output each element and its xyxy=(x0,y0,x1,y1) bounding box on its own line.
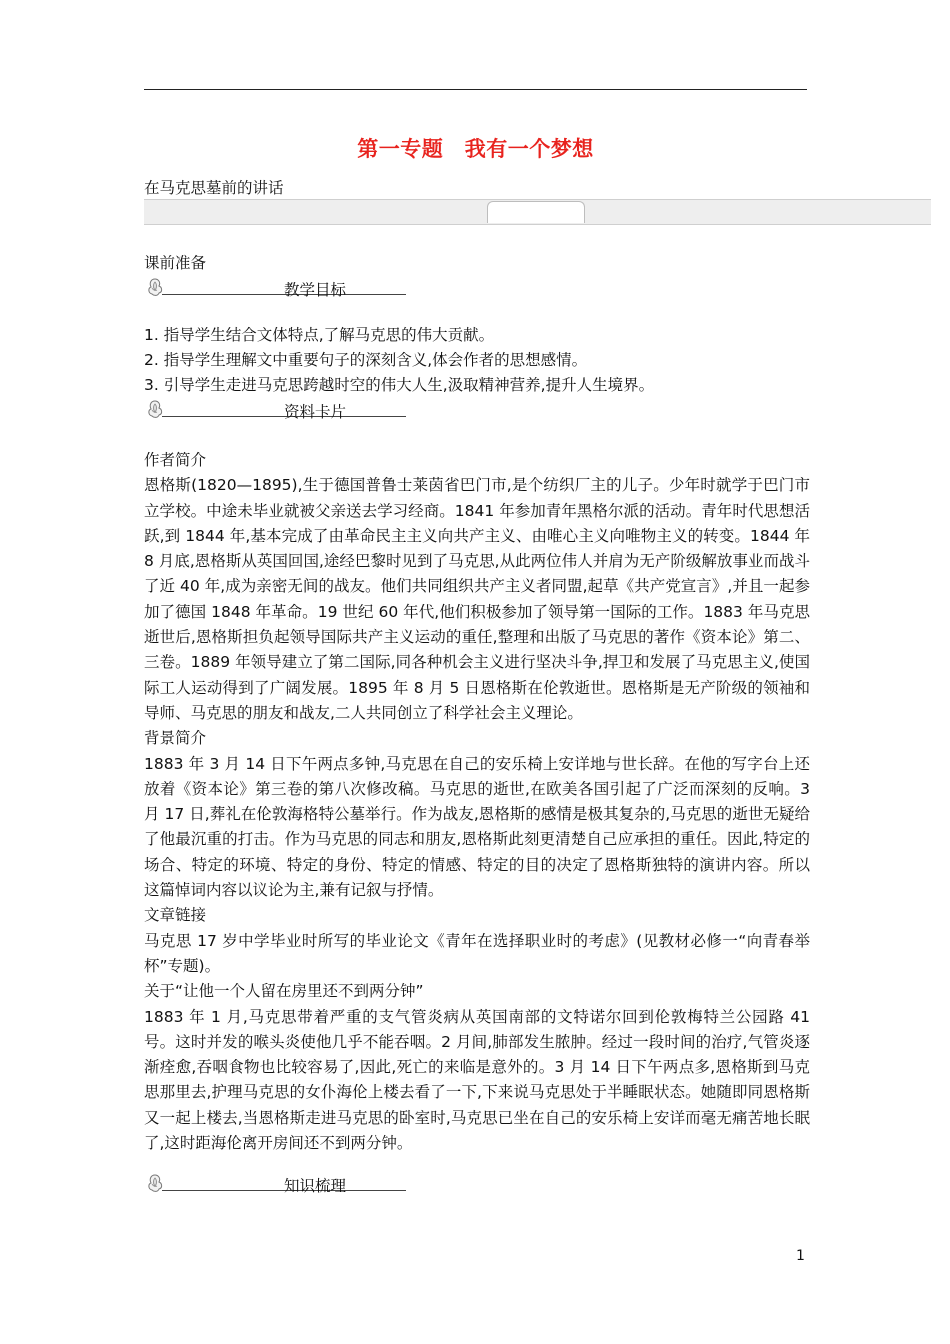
materials-body xyxy=(144,448,810,1156)
about-heading: 关于“让他一个人留在房里还不到两分钟” xyxy=(144,982,424,1001)
article-link-heading: 文章链接 xyxy=(144,906,207,925)
label-goals xyxy=(144,276,544,302)
section-heading: 课前准备 xyxy=(144,254,207,272)
lesson-subtitle: 在马克思墓前的讲话 xyxy=(144,179,284,197)
goals-list xyxy=(144,323,814,398)
list-item: 3. 引导学生走进马克思跨越时空的伟大人生,汲取精神营养,提升人生境界。 xyxy=(144,376,655,394)
label-knowledge-text: 知识梳理 xyxy=(284,1177,347,1195)
label-goals-text: 教学目标 xyxy=(284,281,347,299)
list-item: 2. 指导学生理解文中重要句子的深刻含义,体会作者的思想感情。 xyxy=(144,351,588,369)
author-heading: 作者简介 xyxy=(144,451,207,469)
label-knowledge xyxy=(144,1172,544,1198)
page-number: 1 xyxy=(796,1248,805,1264)
article-link-text: 马克思 17 岁中学毕业时所写的毕业论文《青年在选择职业时的考虑》(见教材必修一“向青春举杯”专题)。 xyxy=(144,931,810,975)
about-text: 1883 年 1 月,马克思带着严重的支气管炎病从英国南部的文特诺尔回到伦敦梅特兰公园路 41 号。这时并发的喉头炎使他几乎不能吞咽。2 月间,肺部发生脓肿。经过一段时间的治疗,气管炎逐渐痊愈,吞咽食物也比较容易了,因此,死亡的来临是意外的。3 月 14 日下午两点多,恩格斯到马克思那里去,护理马克思的女仆海伦上楼去看了一下,下来说马克思处于半睡眠状态。她随即同恩格斯又一起上楼去,当恩格斯走进马克思的卧室时,马克思已坐在自己的安乐椅上安详而毫无痛苦地长眠了,这时距海伦离开房间还不到两分钟。 xyxy=(144,1007,810,1153)
section-tab xyxy=(487,201,585,223)
page-title: 第一专题 我有一个梦想 xyxy=(357,137,594,161)
list-item: 1. 指导学生结合文体特点,了解马克思的伟大贡献。 xyxy=(144,326,495,344)
background-text: 1883 年 3 月 14 日下午两点多钟,马克思在自己的安乐椅上安详地与世长辞。在他的写字台上还放着《资本论》第三卷的第八次修改稿。马克思的逝世,在欧美各国引起了广泛而深刻的反响。3 月 17 日,葬礼在伦敦海格特公墓举行。作为战友,恩格斯的感情是极其复杂的,马克思的逝世无疑给了他最沉重的打击。作为马克思的同志和朋友,恩格斯此刻更清楚自己应承担的重任。因此,特定的场合、特定的环境、特定的身份、特定的情感、特定的目的决定了恩格斯独特的演讲内容。所以这篇悼词内容以议论为主,兼有记叙与抒情。 xyxy=(144,754,810,900)
label-materials-text: 资料卡片 xyxy=(284,403,347,421)
section-tab-bar xyxy=(144,199,931,225)
author-text: 恩格斯(1820—1895),生于德国普鲁士莱茵省巴门市,是个纺织厂主的儿子。少年时就学于巴门市立学校。中途未毕业就被父亲送去学习经商。1841 年参加青年黑格尔派的活动。青年时代思想活跃,到 1844 年,基本完成了由革命民主主义向共产主义、由唯心主义向唯物主义的转变。1844 年 8 月底,恩格斯从英国回国,途经巴黎时见到了马克思,从此两位伟人并肩为无产阶级解放事业而战斗了近 40 年,成为亲密无间的战友。他们共同组织共产主义者同盟,起草《共产党宣言》,并且一起参加了德国 1848 年革命。19 世纪 60 年代,他们积极参加了领导第一国际的工作。1883 年马克思逝世后,恩格斯担负起领导国际共产主义运动的重任,整理和出版了马克思的著作《资本论》第二、三卷。1889 年领导建立了第二国际,同各种机会主义进行坚决斗争,捍卫和发展了马克思主义,使国际工人运动得到了广阔发展。1895 年 8 月 5 日恩格斯在伦敦逝世。恩格斯是无产阶级的领袖和导师、马克思的朋友和战友,二人共同创立了科学社会主义理论。 xyxy=(144,476,810,722)
label-materials xyxy=(144,398,544,424)
header-rule xyxy=(144,89,807,90)
background-heading: 背景简介 xyxy=(144,729,207,748)
